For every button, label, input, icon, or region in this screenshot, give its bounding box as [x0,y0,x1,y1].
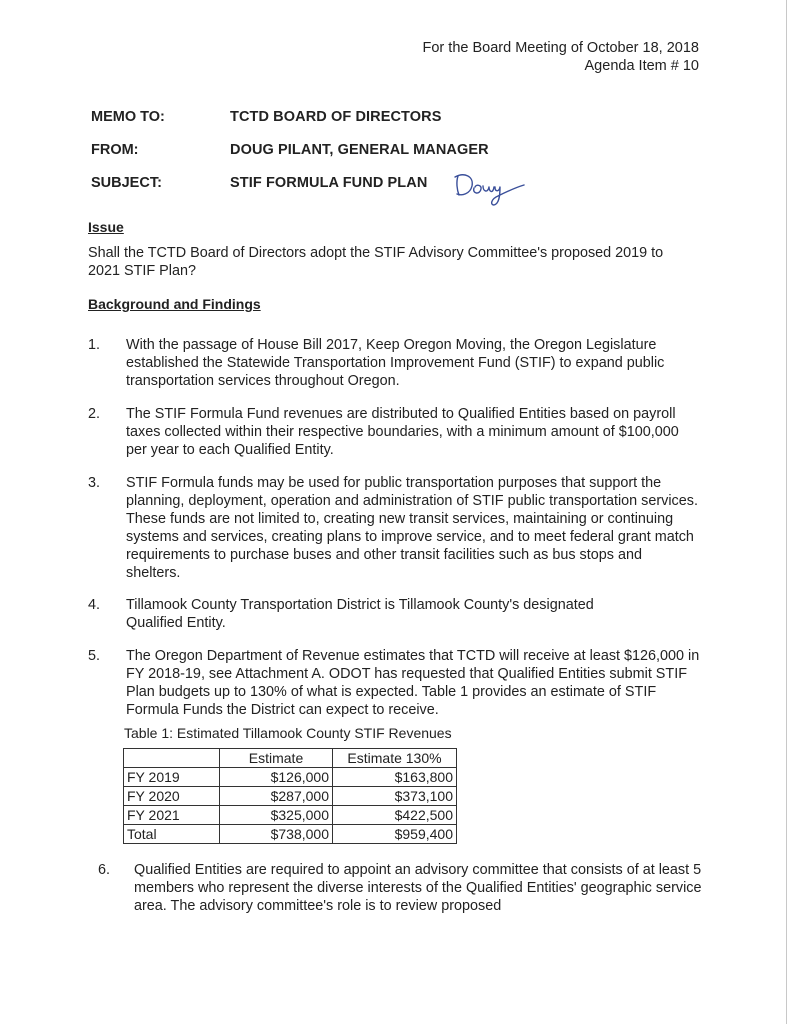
table-row [124,787,457,806]
finding-item-5 [88,647,708,719]
memo-to-row [91,109,489,142]
memo-header [91,109,489,208]
table-cell-year: FY 2020 [124,787,220,806]
table-cell-year: Total [124,825,220,844]
table-header-cell [124,749,220,768]
table-caption: Table 1: Estimated Tillamook County STIF Revenues [124,725,452,741]
handwritten-signature-icon [452,168,532,208]
finding-number: 2. [88,406,101,422]
finding-text: STIF Formula funds may be used for public transportation purposes that support the planning, deployment, operation and administration of STIF public transportation services. These funds are not limited to, creating new transit services, maintaining or continuing systems and services, creating plans to improve service, and to meet federal grant match requirements to purchase buses and other transit facilities such as bus stops and shelters. [126,475,698,581]
memo-from-row [91,142,489,175]
finding-text: Tillamook County Transportation District is Tillamook County's designated Qualified Entity. [126,597,594,631]
memo-to-label: MEMO TO: [91,109,165,125]
table-cell-estimate: $287,000 [220,787,333,806]
table-row-total [124,825,457,844]
memo-from-label: FROM: [91,142,139,158]
table-header-cell: Estimate [220,749,333,768]
table-header-row [124,749,457,768]
table-cell-estimate: $325,000 [220,806,333,825]
finding-text: With the passage of House Bill 2017, Keep Oregon Moving, the Oregon Legislature established the Statewide Transportation Improvement Fund (STIF) to expand public transportation services throughout Oregon. [126,337,665,389]
finding-number: 4. [88,597,101,613]
finding-number: 3. [88,475,101,491]
finding-text: Qualified Entities are required to appoint an advisory committee that consists of at least 5 members who represent the diverse interests of the Qualified Entities' geographic service area. The advisory committee's role is to review proposed [134,862,702,914]
meeting-header [423,39,699,75]
revenue-table [123,748,457,844]
table-cell-estimate-130: $373,100 [333,787,457,806]
table-cell-year: FY 2019 [124,768,220,787]
table-row [124,806,457,825]
finding-item-4 [88,596,648,632]
background-heading: Background and Findings [88,296,261,312]
scan-page-edge [786,0,787,1024]
finding-number: 6. [98,862,111,878]
finding-item-6 [98,861,718,915]
memo-subject-label: SUBJECT: [91,175,162,191]
finding-number: 1. [88,337,101,353]
memo-from-value: DOUG PILANT, GENERAL MANAGER [230,142,489,158]
finding-number: 5. [88,648,101,664]
memo-to-value: TCTD BOARD OF DIRECTORS [230,109,442,125]
issue-text: Shall the TCTD Board of Directors adopt the STIF Advisory Committee's proposed 2019 to 2021 STIF Plan? [88,245,664,279]
finding-item-3 [88,474,700,582]
table-cell-estimate: $126,000 [220,768,333,787]
memo-subject-value: STIF FORMULA FUND PLAN [230,175,428,191]
table-cell-year: FY 2021 [124,806,220,825]
table-header-cell: Estimate 130% [333,749,457,768]
finding-text: The Oregon Department of Revenue estimates that TCTD will receive at least $126,000 in FY 2018-19, see Attachment A. ODOT has requested that Qualified Entities submit STIF Plan budgets up to 130% of what is expected. Table 1 provides an estimate of STIF Formula Funds the District can expect to receive. [126,648,700,718]
finding-item-2 [88,405,700,459]
finding-text: The STIF Formula Fund revenues are distributed to Qualified Entities based on payroll taxes collected within their respective boundaries, with a minimum amount of $100,000 per year to each Qualified Entity. [126,406,679,458]
finding-item-1 [88,336,708,390]
meeting-date-line: For the Board Meeting of October 18, 2018 [422,40,699,56]
memo-subject-row [91,175,489,208]
table-cell-estimate-130: $422,500 [333,806,457,825]
issue-heading: Issue [88,219,124,235]
table-row [124,768,457,787]
agenda-item-line: Agenda Item # 10 [584,58,699,74]
table-cell-estimate-130: $959,400 [333,825,457,844]
table-cell-estimate-130: $163,800 [333,768,457,787]
table-cell-estimate: $738,000 [220,825,333,844]
